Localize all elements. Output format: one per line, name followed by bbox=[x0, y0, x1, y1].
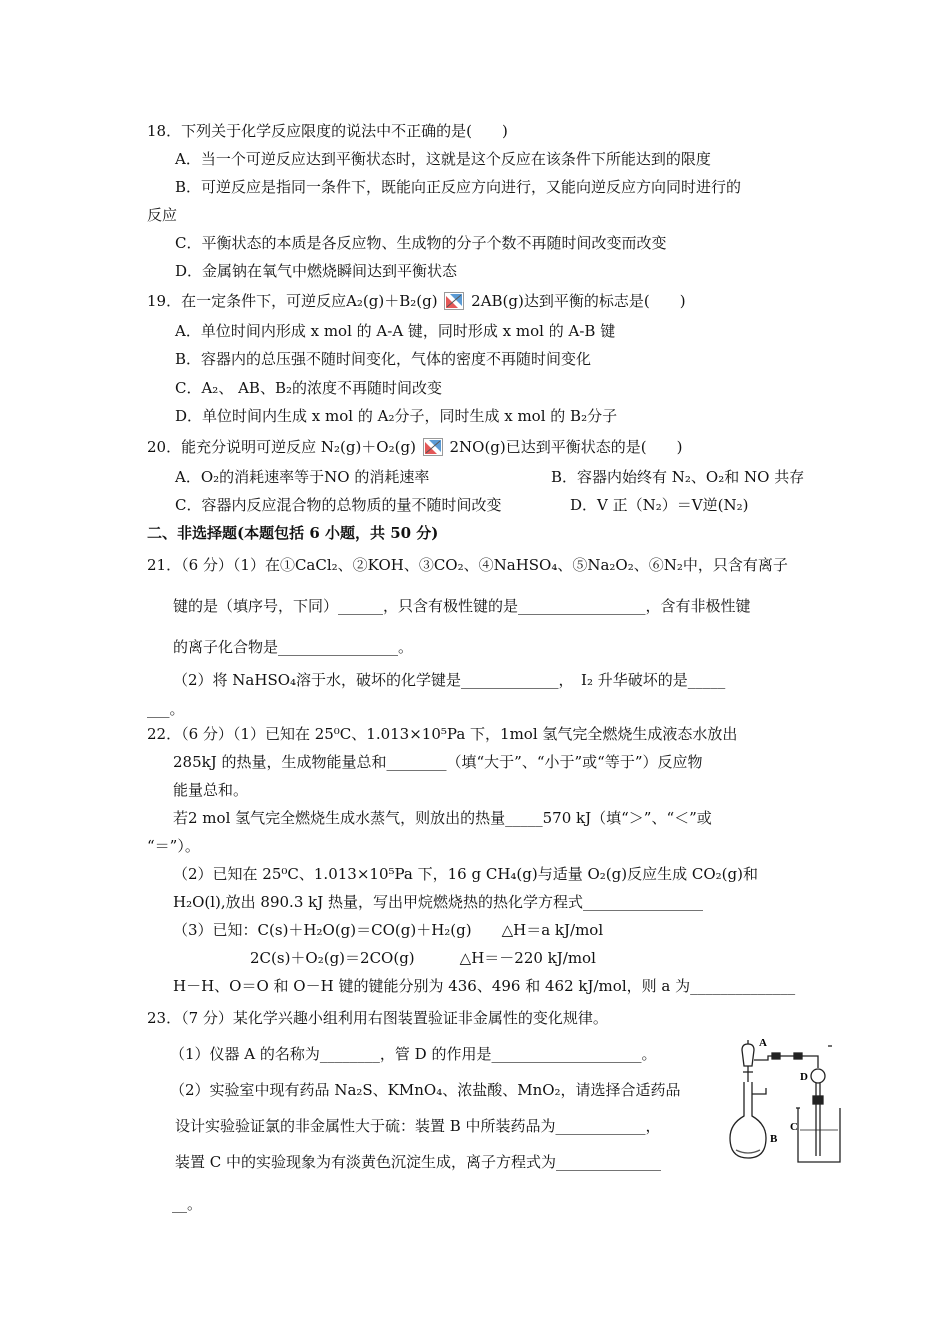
q20-option-b: B．容器内始终有 N₂、O₂和 NO 共存 bbox=[551, 468, 805, 486]
q22-line3: 能量总和。 bbox=[173, 781, 249, 799]
q18-option-b-line2: 反应 bbox=[147, 206, 178, 224]
q21-line1: 21．（6 分）（1）在①CaCl₂、②KOH、③CO₂、④NaHSO₄、⑤Na₂O₂、⑥N₂中，只含有离子 bbox=[147, 556, 788, 574]
q23-line3: （2）实验室中现有药品 Na₂S、KMnO₄、浓盐酸、MnO₂，请选择合适药品 bbox=[170, 1081, 681, 1099]
q19-stem-post: 2AB(g)达到平衡的标志是( ) bbox=[471, 292, 686, 310]
q22-line10: H－H、O＝O 和 O－H 键的键能分别为 436、496 和 462 kJ/mol，则 a 为______________ bbox=[173, 977, 796, 995]
q21-line3: 的离子化合物是________________。 bbox=[173, 638, 414, 656]
q21-line2: 键的是（填序号，下同）______，只含有极性键的是_________________，含有非极性键 bbox=[173, 597, 751, 615]
q20-option-c: C．容器内反应混合物的总物质的量不随时间改变 bbox=[175, 496, 502, 514]
label-a: A bbox=[759, 1038, 767, 1049]
q18-option-b-line1: B．可逆反应是指同一条件下，既能向正反应方向进行，又能向逆反应方向同时进行的 bbox=[175, 178, 742, 196]
q19-stem bbox=[147, 291, 686, 311]
q22-line9: 2C(s)＋O₂(g)＝2CO(g) △H＝－220 kJ/mol bbox=[250, 949, 596, 967]
q19-option-b: B．容器内的总压强不随时间变化，气体的密度不再随时间变化 bbox=[175, 350, 592, 368]
q21-line5: ___。 bbox=[147, 700, 185, 718]
q18-option-a: A．当一个可逆反应达到平衡状态时，这就是这个反应在该条件下所能达到的限度 bbox=[175, 150, 711, 168]
label-d: D bbox=[800, 1071, 808, 1083]
q20-option-a: A．O₂的消耗速率等于NO 的消耗速率 bbox=[175, 468, 430, 486]
q18-option-c: C．平衡状态的本质是各反应物、生成物的分子个数不再随时间改变而改变 bbox=[175, 234, 667, 252]
q22-line8: （3）已知：C(s)＋H₂O(g)＝CO(g)＋H₂(g) △H＝a kJ/mol bbox=[173, 921, 604, 939]
q23-line2: （1）仪器 A 的名称为________，管 D 的作用是____________________。 bbox=[170, 1045, 657, 1063]
broken-image-icon bbox=[423, 438, 443, 456]
q20-option-d: D．V 正（N₂）＝V逆(N₂) bbox=[570, 496, 749, 514]
q21-line4: （2）将 NaHSO₄溶于水，破坏的化学键是_____________， I₂ 升华破坏的是_____ bbox=[173, 671, 726, 689]
q23-line6: __。 bbox=[172, 1195, 203, 1213]
label-b: B bbox=[770, 1133, 778, 1145]
q19-option-d: D．单位时间内生成 x mol 的 A₂分子，同时生成 x mol 的 B₂分子 bbox=[175, 407, 618, 425]
q20-stem-post: 2NO(g)已达到平衡状态的是( ) bbox=[449, 438, 683, 456]
q22-line7: H₂O(l),放出 890.3 kJ 热量，写出甲烷燃烧热的热化学方程式________________ bbox=[173, 893, 704, 911]
q22-line6: （2）已知在 25⁰C、1.013×10⁵Pa 下，16 g CH₄(g)与适量 O₂(g)反应生成 CO₂(g)和 bbox=[173, 865, 758, 883]
section-heading: 二、非选择题(本题包括 6 小题，共 50 分) bbox=[147, 524, 439, 542]
q23-line4: 设计实验验证氯的非金属性大于硫：装置 B 中所装药品为____________， bbox=[175, 1117, 661, 1135]
q22-line2: 285kJ 的热量，生成物能量总和________（填“大于”、“小于”或“等于”）反应物 bbox=[173, 753, 703, 771]
q22-line4: 若2 mol 氢气完全燃烧生成水蒸气，则放出的热量_____570 kJ（填“＞”、“＜”或 bbox=[173, 809, 712, 827]
q20-stem bbox=[147, 437, 682, 457]
q19-option-a: A．单位时间内形成 x mol 的 A-A 键，同时形成 x mol 的 A-B 键 bbox=[175, 322, 616, 340]
q23-line1: 23．（7 分）某化学兴趣小组利用右图装置验证非金属性的变化规律。 bbox=[147, 1009, 608, 1027]
lab-apparatus-figure bbox=[728, 1038, 853, 1168]
q20-stem-pre: 20．能充分说明可逆反应 N₂(g)＋O₂(g) bbox=[147, 438, 416, 456]
label-c: C bbox=[790, 1121, 798, 1133]
q19-option-c: C．A₂、 AB、B₂的浓度不再随时间改变 bbox=[175, 379, 442, 397]
q22-line5: “＝”）。 bbox=[147, 837, 200, 855]
q18-option-d: D．金属钠在氧气中燃烧瞬间达到平衡状态 bbox=[175, 262, 458, 280]
q19-stem-pre: 19．在一定条件下，可逆反应A₂(g)＋B₂(g) bbox=[147, 292, 438, 310]
broken-image-icon bbox=[444, 292, 464, 310]
q23-line5: 装置 C 中的实验现象为有淡黄色沉淀生成，离子方程式为______________ bbox=[175, 1153, 662, 1171]
q22-line1: 22．（6 分）（1）已知在 25⁰C、1.013×10⁵Pa 下，1mol 氢气完全燃烧生成液态水放出 bbox=[147, 725, 738, 743]
q18-stem: 18．下列关于化学反应限度的说法中不正确的是( ) bbox=[147, 122, 508, 140]
